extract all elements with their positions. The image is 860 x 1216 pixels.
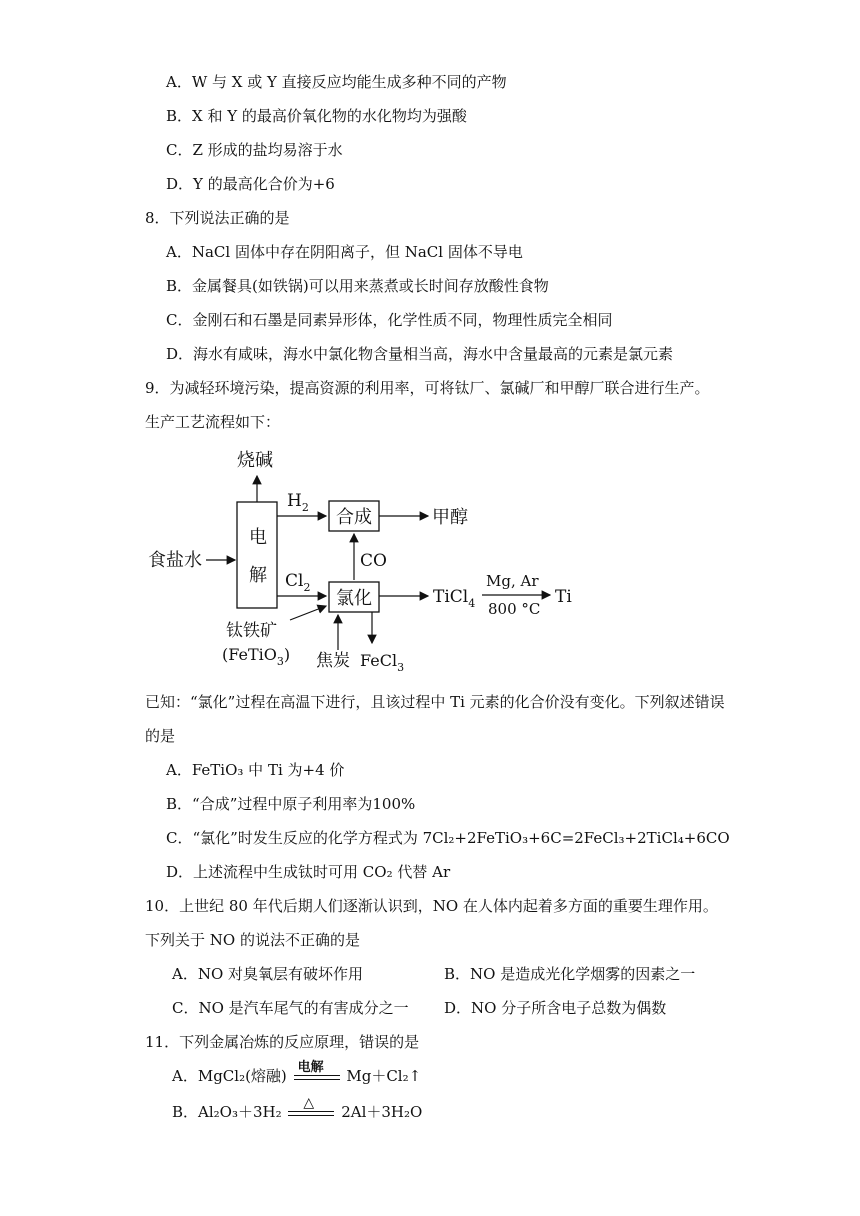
- label-fecl3: FeCl$_3$: [360, 651, 405, 674]
- q7-option-d: D．Y 的最高化合价为+6: [166, 175, 335, 193]
- q11-b-cond-text: △: [303, 1095, 315, 1111]
- q9-option-d: D．上述流程中生成钛时可用 CO₂ 代替 Ar: [166, 863, 451, 881]
- q10-option-d: D．NO 分子所含电子总数为偶数: [444, 999, 667, 1017]
- label-shaojian: 烧碱: [237, 450, 273, 471]
- label-hecheng: 合成: [336, 507, 372, 528]
- label-cond-top: Mg, Ar: [486, 572, 539, 590]
- q8-option-b: B．金属餐具(如铁锅)可以用来蒸煮或长时间存放酸性食物: [166, 277, 549, 295]
- label-shiyanshui: 食盐水: [148, 550, 202, 571]
- label-ticl4: TiCl$_4$: [433, 587, 476, 610]
- electrolysis-label-2: 解: [249, 565, 267, 586]
- label-fetio3: (FeTiO$_3$): [222, 645, 291, 668]
- q9-stem-line1: 9．为减轻环境污染，提高资源的利用率，可将钛厂、氯碱厂和甲醇厂联合进行生产。: [145, 379, 710, 397]
- q11-b-double-line: [288, 1111, 334, 1116]
- label-jiaotan: 焦炭: [316, 651, 350, 671]
- q8-option-d: D．海水有咸味，海水中氯化物含量相当高，海水中含量最高的元素是氯元素: [166, 345, 674, 363]
- q11-a-left: A．MgCl₂(熔融): [172, 1067, 287, 1085]
- process-flow-diagram: [140, 440, 600, 680]
- electrolysis-box: [237, 502, 277, 608]
- q10-stem-line2: 下列关于 NO 的说法不正确的是: [145, 931, 360, 949]
- q9-stem-line2: 生产工艺流程如下：: [145, 413, 281, 431]
- q11-a-cond-text: 电解: [297, 1060, 324, 1075]
- q11-a-double-line: [294, 1075, 340, 1080]
- q9-option-c: C．“氯化”时发生反应的化学方程式为 7Cl₂+2FeTiO₃+6C=2FeCl₃+2TiCl₄+6CO: [166, 829, 730, 847]
- q11-option-b: [172, 1095, 423, 1122]
- q11-b-right: 2Al＋3H₂O: [341, 1103, 423, 1121]
- electrolysis-label-1: 电: [249, 527, 267, 548]
- q10-stem-line1: 10．上世纪 80 年代后期人们逐渐认识到，NO 在人体内起着多方面的重要生理作用。: [145, 897, 718, 915]
- q10-option-a: A．NO 对臭氧层有破坏作用: [172, 965, 364, 983]
- q8-option-c: C．金刚石和石墨是同素异形体，化学性质不同，物理性质完全相同: [166, 311, 613, 329]
- q10-option-c: C．NO 是汽车尾气的有害成分之一: [172, 999, 409, 1017]
- q9-note-line1: 已知：“氯化”过程在高温下进行，且该过程中 Ti 元素的化合价没有变化。下列叙述错误: [145, 693, 725, 711]
- q9-option-b: B．“合成”过程中原子利用率为100%: [166, 795, 416, 813]
- q7-option-a: A．W 与 X 或 Y 直接反应均能生成多种不同的产物: [166, 73, 507, 91]
- q11-a-condition: [294, 1060, 340, 1086]
- q11-b-left: B．Al₂O₃＋3H₂: [172, 1103, 282, 1121]
- label-cond-bottom: 800 °C: [488, 600, 541, 618]
- label-co: CO: [360, 551, 387, 571]
- label-taitiekuang: 钛铁矿: [226, 621, 277, 641]
- q7-option-b: B．X 和 Y 的最高价氧化物的水化物均为强酸: [166, 107, 467, 125]
- label-lvhua: 氯化: [336, 588, 372, 609]
- q11-stem: 11．下列金属冶炼的反应原理，错误的是: [145, 1033, 420, 1051]
- q8-stem: 8．下列说法正确的是: [145, 209, 290, 227]
- q7-option-c: C．Z 形成的盐均易溶于水: [166, 141, 343, 159]
- q9-note-line2: 的是: [145, 727, 176, 745]
- label-h2: $H_2$: [287, 491, 309, 514]
- q10-option-b: B．NO 是造成光化学烟雾的因素之一: [444, 965, 696, 983]
- label-jiachun: 甲醇: [432, 507, 468, 528]
- q8-option-a: A．NaCl 固体中存在阴阳离子，但 NaCl 固体不导电: [166, 243, 523, 261]
- q11-b-condition: [288, 1095, 334, 1122]
- q11-option-a: [172, 1060, 422, 1086]
- label-ti: Ti: [555, 587, 572, 607]
- q11-a-right: Mg＋Cl₂↑: [346, 1067, 422, 1085]
- q9-option-a: A．FeTiO₃ 中 Ti 为+4 价: [166, 761, 345, 779]
- label-cl2: $Cl_2$: [285, 571, 311, 594]
